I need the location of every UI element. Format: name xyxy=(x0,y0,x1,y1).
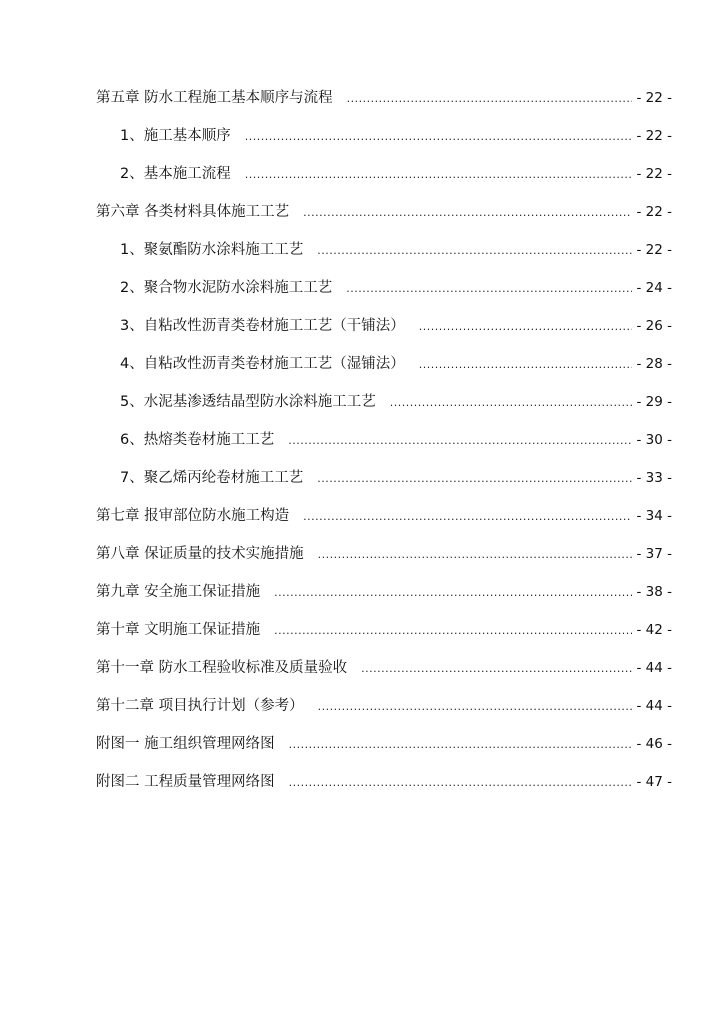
toc-entry-6-3[interactable] xyxy=(96,314,672,352)
toc-dot-leader xyxy=(303,505,632,529)
toc-entry-title: 第十一章 防水工程验收标准及质量验收 xyxy=(96,660,348,676)
toc-dot-leader xyxy=(318,543,633,567)
toc-entry-6-6[interactable] xyxy=(96,428,672,466)
toc-dot-leader xyxy=(347,87,633,111)
toc-dot-leader xyxy=(390,391,633,415)
toc-entry-6-2[interactable] xyxy=(96,276,672,314)
toc-page-number: - 22 - xyxy=(636,204,672,220)
toc-entry-title: 第五章 防水工程施工基本顺序与流程 xyxy=(96,90,333,106)
toc-entry-title: 3、自粘改性沥青类卷材施工工艺（干铺法） xyxy=(120,318,405,334)
toc-page-number: - 33 - xyxy=(636,470,672,486)
toc-dot-leader xyxy=(419,315,633,339)
toc-dot-leader xyxy=(289,771,633,795)
toc-page-number: - 38 - xyxy=(636,584,672,600)
toc-dot-leader xyxy=(245,125,633,149)
toc-entry-title: 第十章 文明施工保证措施 xyxy=(96,622,261,638)
toc-dot-leader xyxy=(288,429,632,453)
toc-entry-chapter-10[interactable] xyxy=(96,618,672,656)
toc-page-number: - 34 - xyxy=(636,508,672,524)
toc-entry-title: 6、热熔类卷材施工工艺 xyxy=(120,432,275,448)
toc-dot-leader xyxy=(318,695,633,719)
toc-page-number: - 24 - xyxy=(636,280,672,296)
toc-entry-title: 4、自粘改性沥青类卷材施工工艺（湿铺法） xyxy=(120,356,405,372)
toc-dot-leader xyxy=(289,733,633,757)
toc-entry-title: 第八章 保证质量的技术实施措施 xyxy=(96,546,304,562)
toc-entry-6-4[interactable] xyxy=(96,352,672,390)
toc-dot-leader xyxy=(361,657,632,681)
toc-entry-6-5[interactable] xyxy=(96,390,672,428)
toc-entry-title: 第七章 报审部位防水施工构造 xyxy=(96,508,290,524)
toc-page-number: - 28 - xyxy=(636,356,672,372)
toc-entry-title: 1、施工基本顺序 xyxy=(120,128,231,144)
toc-entry-title: 5、水泥基渗透结晶型防水涂料施工工艺 xyxy=(120,394,376,410)
toc-dot-leader xyxy=(317,239,632,263)
toc-entry-appendix-1[interactable] xyxy=(96,732,672,770)
toc-entry-5-2[interactable] xyxy=(96,162,672,200)
toc-entry-chapter-5[interactable] xyxy=(96,86,672,124)
toc-entry-title: 第十二章 项目执行计划（参考） xyxy=(96,698,304,714)
toc-page-number: - 30 - xyxy=(636,432,672,448)
toc-dot-leader xyxy=(274,581,632,605)
toc-entry-title: 第六章 各类材料具体施工工艺 xyxy=(96,204,290,220)
toc-entry-chapter-9[interactable] xyxy=(96,580,672,618)
toc-entry-title: 7、聚乙烯丙纶卷材施工工艺 xyxy=(120,470,304,486)
toc-page-number: - 22 - xyxy=(636,166,672,182)
toc-entry-appendix-2[interactable] xyxy=(96,770,672,808)
toc-page-number: - 37 - xyxy=(636,546,672,562)
toc-page-number: - 22 - xyxy=(636,90,672,106)
toc-entry-chapter-11[interactable] xyxy=(96,656,672,694)
toc-entry-title: 1、聚氨酯防水涂料施工工艺 xyxy=(120,242,304,258)
toc-page-number: - 22 - xyxy=(636,128,672,144)
toc-dot-leader xyxy=(274,619,632,643)
toc-page-number: - 22 - xyxy=(636,242,672,258)
toc-dot-leader xyxy=(245,163,633,187)
toc-page-number: - 26 - xyxy=(636,318,672,334)
toc-entry-6-1[interactable] xyxy=(96,238,672,276)
toc-dot-leader xyxy=(317,467,632,491)
toc-entry-title: 第九章 安全施工保证措施 xyxy=(96,584,261,600)
toc-dot-leader xyxy=(346,277,632,301)
toc-entry-chapter-8[interactable] xyxy=(96,542,672,580)
toc-dot-leader xyxy=(419,353,633,377)
toc-entry-title: 2、聚合物水泥防水涂料施工工艺 xyxy=(120,280,333,296)
table-of-contents xyxy=(96,86,672,808)
toc-entry-title: 附图二 工程质量管理网络图 xyxy=(96,774,275,790)
toc-page-number: - 47 - xyxy=(636,774,672,790)
toc-page-number: - 44 - xyxy=(636,698,672,714)
toc-page-number: - 29 - xyxy=(636,394,672,410)
toc-entry-6-7[interactable] xyxy=(96,466,672,504)
toc-page-number: - 44 - xyxy=(636,660,672,676)
toc-entry-chapter-12[interactable] xyxy=(96,694,672,732)
toc-page-number: - 46 - xyxy=(636,736,672,752)
toc-entry-title: 2、基本施工流程 xyxy=(120,166,231,182)
toc-entry-chapter-7[interactable] xyxy=(96,504,672,542)
toc-entry-5-1[interactable] xyxy=(96,124,672,162)
toc-entry-title: 附图一 施工组织管理网络图 xyxy=(96,736,275,752)
toc-dot-leader xyxy=(303,201,632,225)
toc-page-number: - 42 - xyxy=(636,622,672,638)
toc-entry-chapter-6[interactable] xyxy=(96,200,672,238)
